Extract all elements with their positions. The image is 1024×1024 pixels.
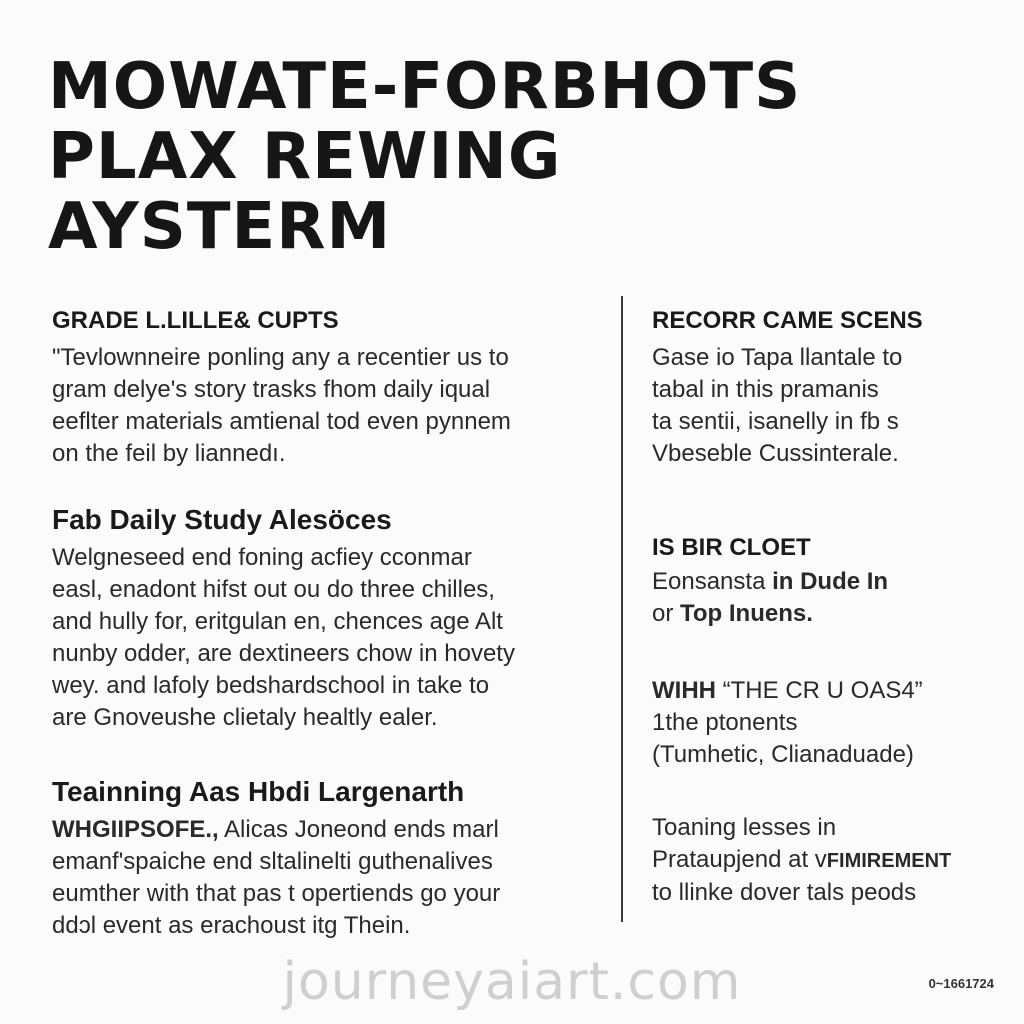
right-section-1 bbox=[652, 300, 1002, 470]
body-line: ta sentii, isanelly in fb s bbox=[652, 408, 899, 435]
body-line: and hully for, eritgulan en, chences age Alt bbox=[52, 608, 503, 635]
body-line: Vbeseble Cussinterale. bbox=[652, 440, 899, 467]
body-line: 1the ptonents bbox=[652, 709, 798, 736]
body-line: Toaning lesses in bbox=[652, 814, 837, 841]
body-line: are Gnoveushe clietaly healtly ealer. bbox=[52, 704, 438, 731]
watermark: journeyaiart.com bbox=[282, 952, 742, 1012]
title-line: PLAX REWING bbox=[48, 120, 562, 194]
body-line: (Tumhetic, Clianaduade) bbox=[652, 741, 914, 768]
body-line bbox=[52, 814, 500, 846]
body-line: Gase io Tapa llantale to bbox=[652, 344, 903, 371]
section-heading bbox=[652, 675, 923, 707]
right-column bbox=[652, 300, 1002, 906]
left-column bbox=[52, 300, 592, 939]
body-text-bold: FIMIREMENT bbox=[826, 850, 952, 872]
body-line: ddɔl event as erachoust itg Thein. bbox=[52, 912, 411, 939]
left-section-3 bbox=[52, 770, 500, 942]
body-text: Alicas Joneond ends marl bbox=[224, 816, 499, 843]
right-section-4 bbox=[652, 812, 951, 909]
page-title bbox=[48, 52, 988, 262]
body-line bbox=[652, 598, 888, 630]
body-line: "Tevlownneire ponling any a recentier us to bbox=[52, 344, 509, 371]
section-lead: WHGIIPSOFE., bbox=[52, 816, 219, 843]
section-heading: GRADE L.LILLE& CUPTS bbox=[52, 307, 339, 334]
body-line: eeflter materials amtienal tod even pynnem bbox=[52, 408, 511, 435]
section-heading: Teainning Aas Hbdi Largenarth bbox=[52, 776, 465, 807]
section-heading: Fab Daily Study Alesöces bbox=[52, 504, 392, 535]
body-line: nunby odder, are dextineers chow in hovety bbox=[52, 640, 515, 667]
body-text: Eonsansta bbox=[652, 568, 766, 595]
section-heading: IS BIR CLOET bbox=[652, 534, 811, 561]
body-text: or bbox=[652, 600, 674, 627]
footer-code: 0~1661724 bbox=[928, 976, 994, 991]
body-line: eumther with that pas t opertiends go your bbox=[52, 880, 501, 907]
right-section-3 bbox=[652, 675, 923, 771]
body-line: gram delye's story trasks fhom daily iqual bbox=[52, 376, 491, 403]
body-text-bold: Top Inuens. bbox=[680, 600, 813, 627]
body-line: easl, enadont hifst out ou do three chilles, bbox=[52, 576, 495, 603]
right-section-2 bbox=[652, 530, 888, 630]
body-line: emanf'spaiche end sltalinelti guthenalives bbox=[52, 848, 493, 875]
body-line bbox=[652, 844, 951, 877]
left-section-1 bbox=[52, 300, 592, 470]
body-line bbox=[652, 566, 888, 598]
left-section-2 bbox=[52, 498, 515, 734]
body-line: on the feil by liannedı. bbox=[52, 440, 286, 467]
column-divider bbox=[621, 296, 623, 922]
body-line: to llinke dover tals peods bbox=[652, 879, 917, 906]
title-line: MOWATE-FORBHOTS bbox=[48, 50, 802, 124]
section-heading-lead: WIHH bbox=[652, 677, 716, 704]
section-heading: RECORR CAME SCENS bbox=[652, 307, 923, 334]
title-line: AYSTERM bbox=[48, 190, 392, 264]
body-text-bold: in Dude In bbox=[772, 568, 889, 595]
body-line: tabal in this pramanis bbox=[652, 376, 879, 403]
body-line: Welgneseed end foning acfiey cconmar bbox=[52, 544, 472, 571]
body-line: wey. and lafoly bedshardschool in take to bbox=[52, 672, 490, 699]
section-heading-quote: “THE CR U OAS4” bbox=[722, 677, 923, 704]
body-text: Prataupjend at v bbox=[652, 846, 827, 873]
